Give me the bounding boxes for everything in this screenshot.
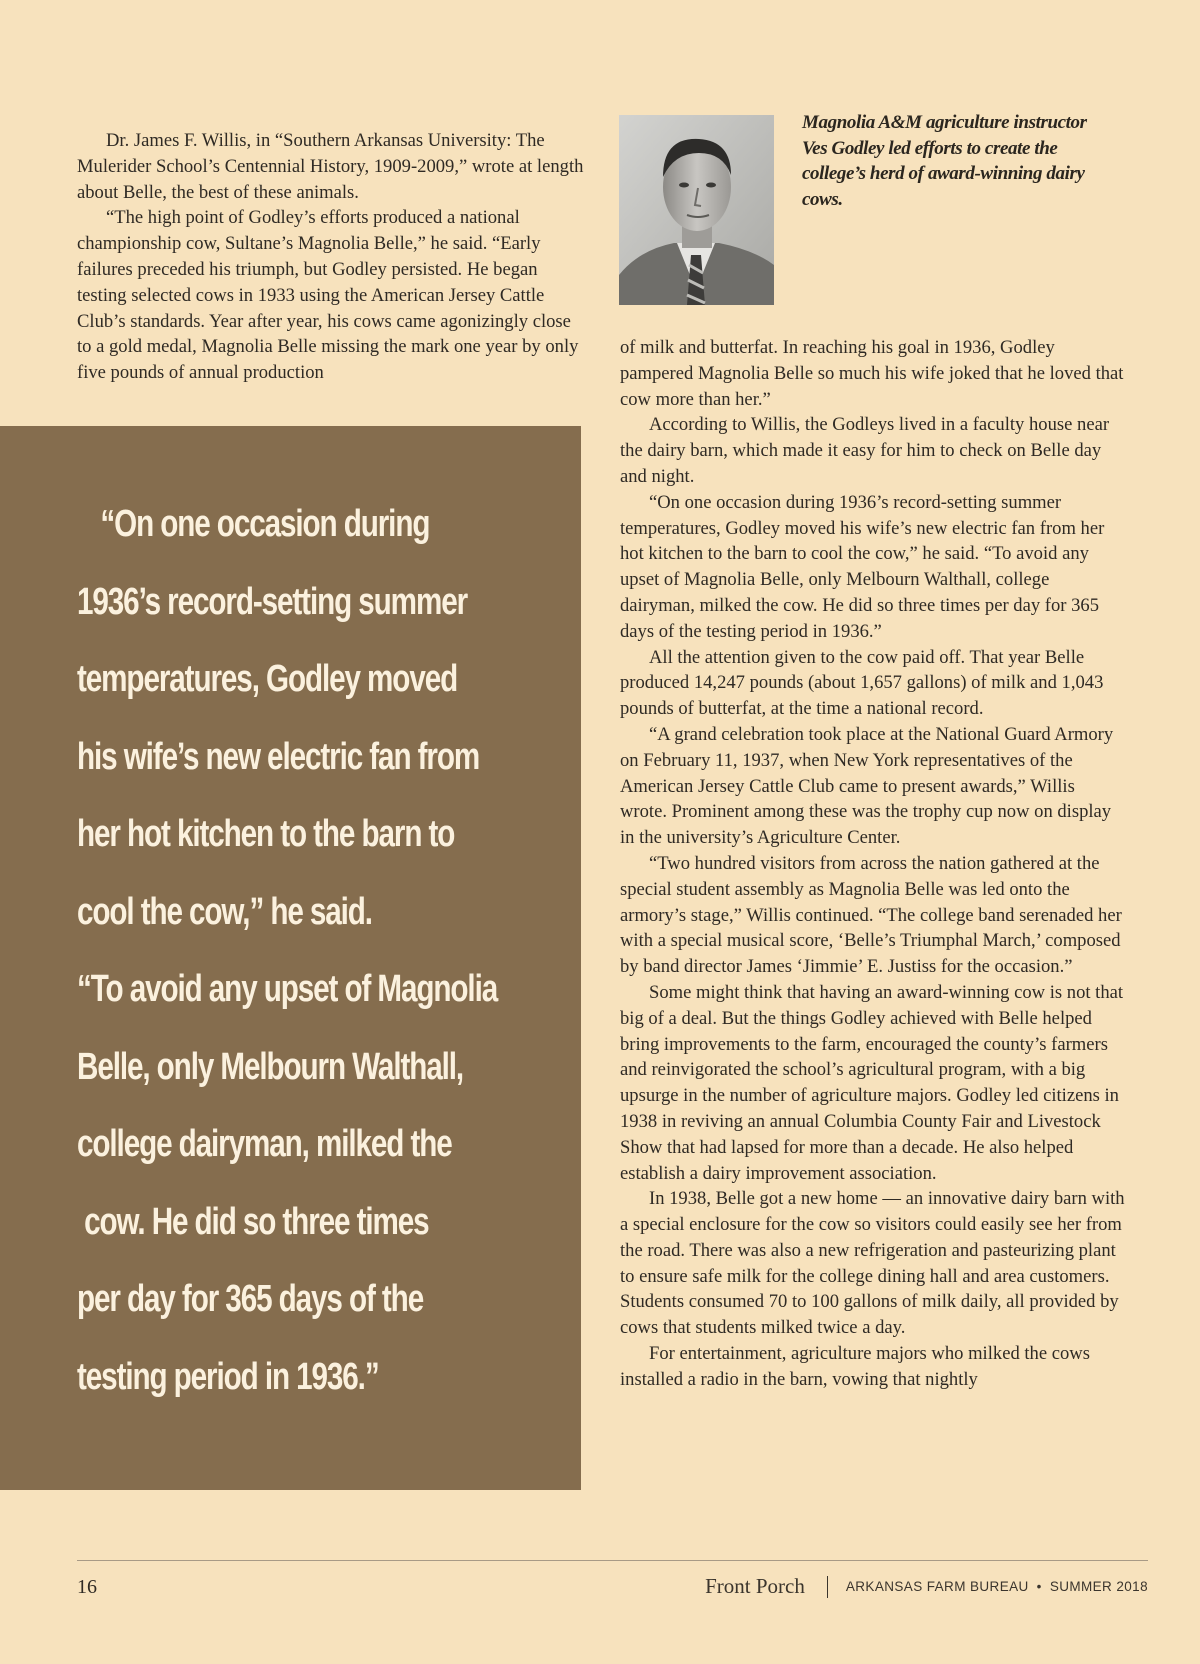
paragraph: For entertainment, agriculture majors who milked the cows installed a radio in the barn, vowing that nightly <box>620 1343 1090 1390</box>
portrait-photo <box>619 115 774 305</box>
pull-quote-line: his wife’s new electric fan from <box>77 735 480 778</box>
pull-quote-line: “On one occasion during <box>100 503 430 545</box>
paragraph: “On one occasion during 1936’s record-setting summer temperatures, Godley moved his wife’s new electric fan from her hot kitchen to the barn to cool the cow,” he said. “To avoid any upset of Magnolia Belle, only Melbourn Walthall, college dairyman, milked the cow. He did so three times per day for 365 days of the testing period in 1936.” <box>620 491 1105 642</box>
pull-quote-box <box>0 426 581 1490</box>
photo-caption: Magnolia A&M agriculture instructor Ves Godley led efforts to create the college’s herd of award-winning dairy cows. <box>802 112 1087 210</box>
pull-quote-line: 1936’s record-setting summer <box>77 580 468 623</box>
paragraph: “Two hundred visitors from across the nation gathered at the special student assembly as Magnolia Belle was led onto the armory’s stage,” Willis continued. “The college band serenaded her with a special musical score, ‘Belle’s Triumphal March,’ composed by band director James ‘Jimmie’ E. Justiss for the occasion.” <box>620 852 1122 978</box>
left-column-text <box>77 128 589 386</box>
pull-quote-line: per day for 365 days of the <box>77 1278 424 1320</box>
organization-name: ARKANSAS FARM BUREAU <box>845 1579 1029 1594</box>
paragraph: “A grand celebration took place at the National Guard Armory on February 11, 1937, when New York representatives of the American Jersey Cattle Club came to present awards,” Willis wrote. Prominent among these was the trophy cup now on display in the university’s Agriculture Center. <box>620 723 1114 849</box>
paragraph: “The high point of Godley’s efforts produced a national championship cow, Sultane’s Magnolia Belle,” he said. “Early failures preceded his triumph, but Godley persisted. He began testing selected cows in 1933 using the American Jersey Cattle Club’s standards. Year after year, his cows came agonizingly close to a gold medal, Magnolia Belle missing the mark one year by only five pounds of annual production <box>77 207 579 384</box>
issue-label: SUMMER 2018 <box>1049 1579 1148 1594</box>
pull-quote-line: “To avoid any upset of Magnolia <box>77 968 498 1010</box>
paragraph: According to Willis, the Godleys lived in a faculty house near the dairy barn, which made it easy for him to check on Belle day and night. <box>620 414 1110 487</box>
paragraph: Some might think that having an award-winning cow is not that big of a deal. But the things Godley achieved with Belle helped bring improvements to the farm, encouraged the county’s farmers and reinvigorated the school’s agricultural program, with a big upsurge in the number of agriculture majors. Godley led citizens in 1938 in reviving an annual Columbia County Fair and Livestock Show that had lapsed for more than a decade. He also helped establish a dairy improvement association. <box>620 981 1124 1184</box>
pull-quote-line: cow. He did so three times <box>77 1200 429 1243</box>
portrait-illustration <box>619 115 774 305</box>
right-column-text <box>620 335 1125 1393</box>
paragraph: In 1938, Belle got a new home — an innovative dairy barn with a special enclosure for the cow so visitors could easily see her from the road. There was also a new refrigeration and pasteurizing plant to ensure safe milk for the college dining hall and area customers. Students consumed 70 to 100 gallons of milk daily, all provided by cows that students milked twice a day. <box>620 1188 1125 1339</box>
pull-quote <box>77 486 568 1416</box>
paragraph: Dr. James F. Willis, in “Southern Arkansas University: The Mulerider School’s Centennial History, 1909-2009,” wrote at length about Belle, the best of these animals. <box>77 130 584 203</box>
publication-name: Front Porch <box>705 1574 805 1598</box>
paragraph: of milk and butterfat. In reaching his goal in 1936, Godley pampered Magnolia Belle so much his wife joked that he loved that cow more than her.” <box>620 337 1124 410</box>
pull-quote-line: college dairyman, milked the <box>77 1123 452 1165</box>
bullet-separator: • <box>1036 1579 1042 1594</box>
page-number: 16 <box>77 1576 97 1598</box>
footer-divider <box>77 1560 1148 1561</box>
pull-quote-line: testing period in 1936.” <box>77 1355 379 1398</box>
pull-quote-line: her hot kitchen to the barn to <box>77 813 455 855</box>
footer-masthead <box>705 1574 1148 1599</box>
footer-separator <box>827 1576 828 1598</box>
pull-quote-line: Belle, only Melbourn Walthall, <box>77 1045 464 1088</box>
pull-quote-line: cool the cow,” he said. <box>77 890 372 933</box>
paragraph: All the attention given to the cow paid off. That year Belle produced 14,247 pounds (about 1,657 gallons) of milk and 1,043 pounds of butterfat, at the time a national record. <box>620 646 1104 720</box>
pull-quote-line: temperatures, Godley moved <box>77 658 458 700</box>
